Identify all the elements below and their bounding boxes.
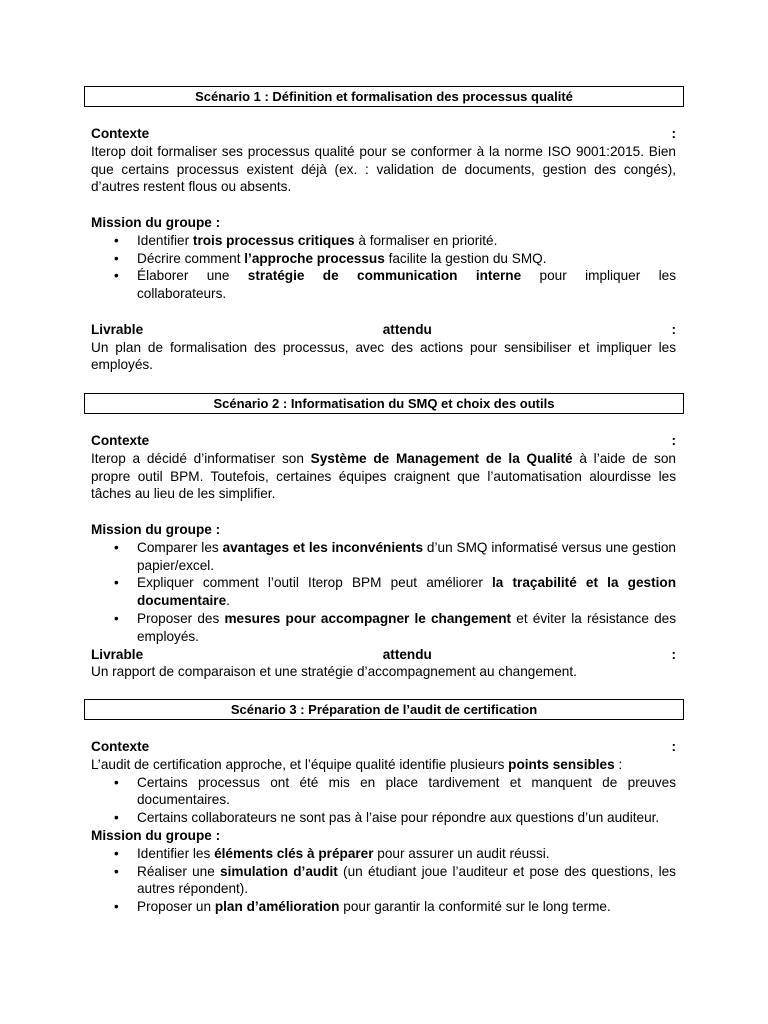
s2-attendu-label: attendu xyxy=(382,646,432,662)
s1-attendu-label: attendu xyxy=(382,321,432,337)
s2-contexte-label: Contexte xyxy=(91,433,150,448)
scenario-3-title: Scénario 3 : Préparation de l’audit de certification xyxy=(84,699,684,720)
s1-mission-list xyxy=(91,232,676,303)
list-item: • Identifier trois processus critiques à formaliser en priorité. xyxy=(91,232,676,250)
list-item: • Élaborer une stratégie de communication interne pour impliquer les collaborateurs. xyxy=(91,267,676,303)
s2-mission-label: Mission du groupe : xyxy=(91,521,221,537)
s2-contexte-colon: : xyxy=(671,433,676,448)
s3-mission-label: Mission du groupe : xyxy=(91,827,221,843)
s2-livrable-row xyxy=(91,646,676,664)
s3-contexte-row xyxy=(91,738,676,756)
scenario-3-body xyxy=(91,738,676,916)
s1-contexte-text: Iterop doit formaliser ses processus qualité pour se conformer à la norme ISO 9001:2015. Bien que certains processus existent déjà (ex. : validation de documents, gestion des congés), d’autres restent flous ou absents. xyxy=(91,143,676,195)
s1-contexte-colon: : xyxy=(671,126,676,141)
s1-livrable-label: Livrable xyxy=(91,321,144,337)
s1-livrable-text: Un plan de formalisation des processus, avec des actions pour sensibiliser et impliquer les employés. xyxy=(91,339,676,373)
s3-contexte-text: L’audit de certification approche, et l’équipe qualité identifie plusieurs points sensibles : xyxy=(91,756,623,772)
s2-mission-list xyxy=(91,539,676,646)
list-item: • Certains collaborateurs ne sont pas à l’aise pour répondre aux questions d’un auditeur. xyxy=(91,809,676,827)
s2-contexte-row xyxy=(91,432,676,450)
scenario-2-body xyxy=(91,432,676,681)
scenario-1-body xyxy=(91,125,676,374)
list-item: • Certains processus ont été mis en place tardivement et manquent de preuves documentaires. xyxy=(91,774,676,810)
list-item: • Décrire comment l’approche processus facilite la gestion du SMQ. xyxy=(91,250,676,268)
list-item: • Expliquer comment l’outil Iterop BPM peut améliorer la traçabilité et la gestion documentaire. xyxy=(91,574,676,610)
scenario-1-title: Scénario 1 : Définition et formalisation des processus qualité xyxy=(84,86,684,107)
s3-contexte-label: Contexte xyxy=(91,739,150,754)
list-item: • Proposer des mesures pour accompagner le changement et éviter la résistance des employés. xyxy=(91,610,676,646)
s1-contexte-label: Contexte xyxy=(91,126,150,141)
s1-mission-label: Mission du groupe : xyxy=(91,214,221,230)
s2-contexte-text: Iterop a décidé d’informatiser son Système de Management de la Qualité à l’aide de son propre outil BPM. Toutefois, certaines équipes craignent que l’automatisation alourdisse les tâches au lieu de les simplifier. xyxy=(91,450,676,502)
s1-contexte-row xyxy=(91,125,676,143)
s2-livrable-colon: : xyxy=(671,646,676,662)
s2-livrable-label: Livrable xyxy=(91,646,144,662)
list-item: • Réaliser une simulation d’audit (un étudiant joue l’auditeur et pose des questions, les autres répondent). xyxy=(91,863,676,899)
s1-livrable-row xyxy=(91,321,676,339)
s1-livrable-colon: : xyxy=(671,321,676,337)
list-item: • Proposer un plan d’amélioration pour garantir la conformité sur le long terme. xyxy=(91,898,676,916)
s3-contexte-colon: : xyxy=(671,739,676,754)
s3-points-list xyxy=(91,774,676,827)
list-item: • Comparer les avantages et les inconvénients d’un SMQ informatisé versus une gestion papier/excel. xyxy=(91,539,676,575)
list-item: • Identifier les éléments clés à préparer pour assurer un audit réussi. xyxy=(91,845,676,863)
s3-mission-list xyxy=(91,845,676,916)
scenario-2-title: Scénario 2 : Informatisation du SMQ et choix des outils xyxy=(84,393,684,414)
s2-livrable-text: Un rapport de comparaison et une stratégie d’accompagnement au changement. xyxy=(91,664,577,680)
